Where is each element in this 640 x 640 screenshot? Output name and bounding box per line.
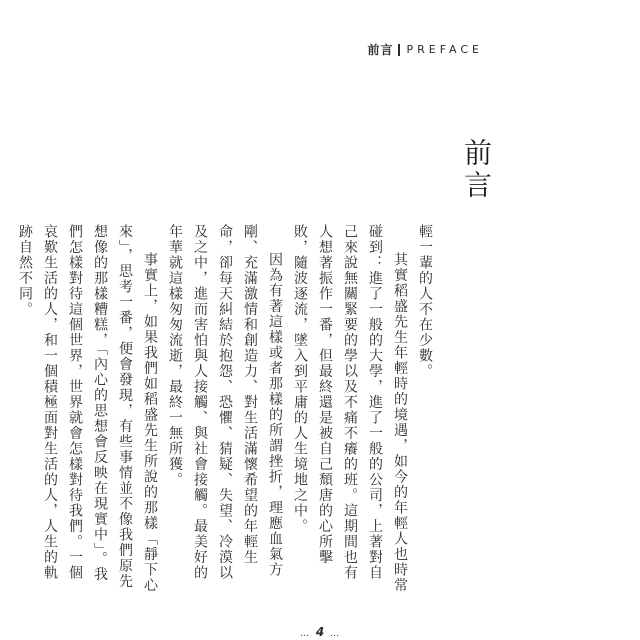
- page-footer: [0, 625, 640, 639]
- chapter-title: 前言: [460, 138, 493, 202]
- running-head: [367, 41, 483, 58]
- running-head-english: PREFACE: [406, 43, 483, 56]
- paragraph: 輕一輩的人不在少數。: [417, 224, 433, 379]
- running-head-divider: [398, 44, 400, 56]
- running-head-chinese: 前言: [367, 43, 394, 57]
- paragraph: 事實上，如果我們如稻盛先生所說的那樣「靜下心來」，思考一番，便會發現，有些事情並不像我們原先想像的那樣糟糕，「內心的思想會反映在現實中」。我們怎樣對待這個世界，世界就會怎樣對待我們。一個哀歎生活的人，和一個積極面對生活的人，人生的軌跡自然不同。: [17, 224, 158, 593]
- paragraph: 因為有著這樣或者那樣的所謂挫折，理應血氣方剛、充滿激情和創造力、對生活滿懷希望的年輕生命，卻每天糾結於抱怨、恐懼、猜疑、失望、冷漠以及之中，進而害怕與人接觸、與社會接觸。最美好的年華就這樣匆匆流逝，最終一無所獲。: [167, 224, 283, 581]
- folio-dots-left: …: [299, 629, 310, 639]
- folio-dots-right: …: [330, 629, 341, 639]
- paragraph: 其實稻盛先生年輕時的境遇，如今的年輕人也時常碰到：進了一般的大學，進了一般的公司，上著對自己來說無關緊要的學以及不痛不癢的班。這期間也有人想著振作一番，但最終還是被自己頹唐的心所擊敗，隨波逐流，墜入到平庸的人生境地之中。: [292, 224, 408, 593]
- body-text: [17, 224, 437, 594]
- page-number: 4: [315, 625, 325, 639]
